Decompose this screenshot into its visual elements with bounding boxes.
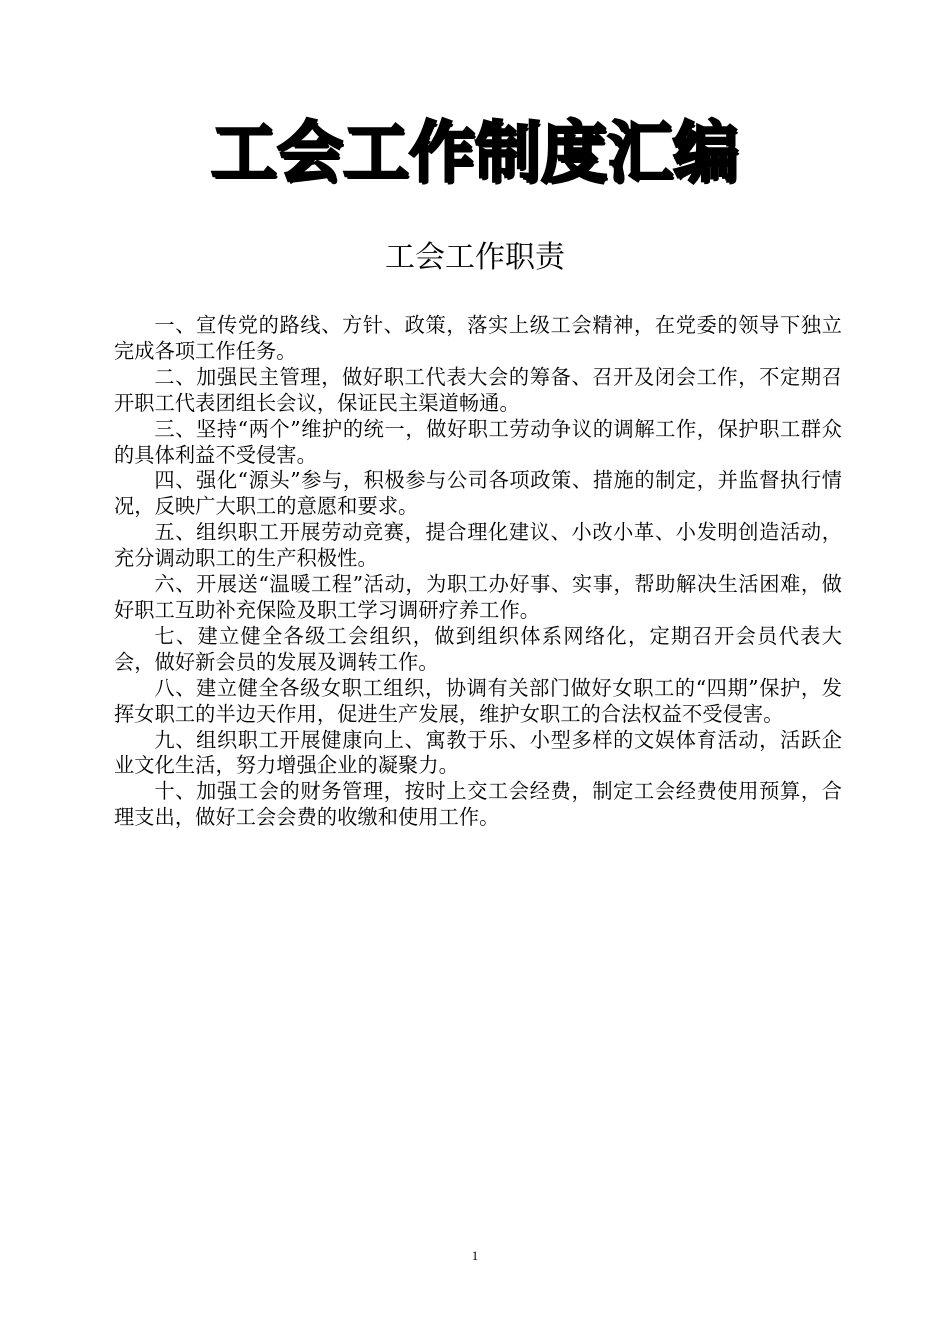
duty-item-9: 九、组织职工开展健康向上、寓教于乐、小型多样的文娱体育活动，活跃企业文化生活，努力增强企业的凝聚力。 bbox=[114, 727, 842, 778]
duty-list bbox=[114, 313, 842, 831]
duty-item-3: 三、坚持“两个”维护的统一，做好职工劳动争议的调解工作，保护职工群众的具体利益不受侵害。 bbox=[114, 416, 842, 467]
duty-item-4: 四、强化“源头”参与，积极参与公司各项政策、措施的制定，并监督执行情况，反映广大职工的意愿和要求。 bbox=[114, 468, 842, 519]
section-heading: 工会工作职责 bbox=[385, 240, 565, 275]
duty-item-2: 二、加强民主管理，做好职工代表大会的筹备、召开及闭会工作，不定期召开职工代表团组长会议，保证民主渠道畅通。 bbox=[114, 364, 842, 415]
duty-item-8: 八、建立健全各级女职工组织，协调有关部门做好女职工的“四期”保护，发挥女职工的半边天作用，促进生产发展，维护女职工的合法权益不受侵害。 bbox=[114, 675, 842, 726]
duty-item-5: 五、组织职工开展劳动竞赛，提合理化建议、小改小革、小发明创造活动，充分调动职工的生产积极性。 bbox=[114, 520, 842, 571]
duty-item-6: 六、开展送“温暖工程”活动，为职工办好事、实事，帮助解决生活困难，做好职工互助补充保险及职工学习调研疗养工作。 bbox=[114, 572, 842, 622]
duty-item-10: 十、加强工会的财务管理，按时上交工会经费，制定工会经费使用预算，合理支出，做好工会会费的收缴和使用工作。 bbox=[114, 779, 842, 830]
duty-item-1: 一、宣传党的路线、方针、政策，落实上级工会精神，在党委的领导下独立完成各项工作任务。 bbox=[114, 313, 842, 363]
duty-item-7: 七、建立健全各级工会组织，做到组织体系网络化，定期召开会员代表大会，做好新会员的发展及调转工作。 bbox=[114, 623, 842, 674]
document-title: 工会工作制度汇编 bbox=[211, 114, 739, 191]
page-number: 1 bbox=[471, 1248, 479, 1263]
